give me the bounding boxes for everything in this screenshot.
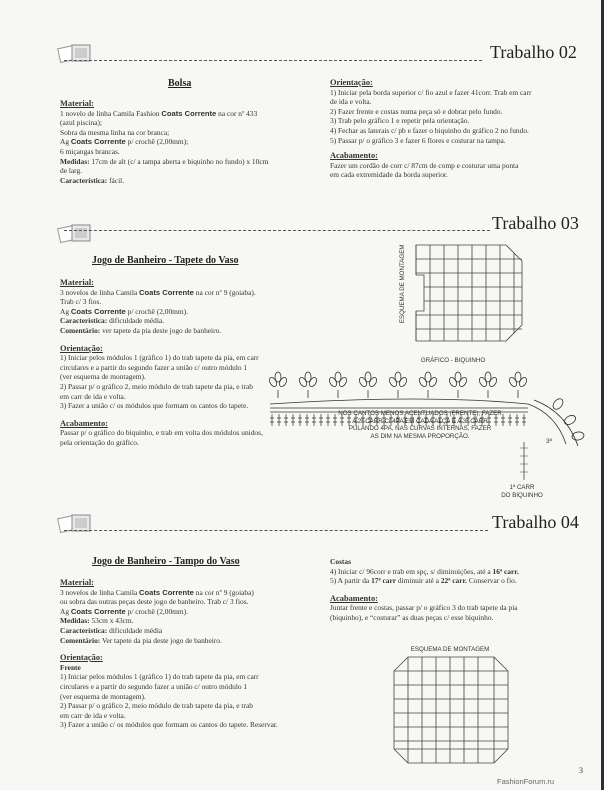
biquinho-pointer bbox=[508, 440, 538, 484]
carr-1-label: 1ª CARR DO BIQUINHO bbox=[501, 484, 543, 499]
biquinho-flower-icon bbox=[358, 372, 378, 398]
tampo-frente-label: Frente bbox=[60, 662, 81, 672]
section-divider bbox=[64, 230, 490, 231]
bolsa-left-text: Material: 1 novelo de linha Camila Fashion Coats Corrente na cor nº 433 (azul piscina); Sobra da mesma linha na cor branca; Ag Coats Corrente p/ crochê (2,00mm); 6 miçangas brancas. Medidas: 17cm de alt (c/ a tampa aberta e biquinho no fundo) x 10cm de larg. Característica: fácil. bbox=[60, 98, 325, 185]
footer-watermark: FashionForum.ru bbox=[497, 777, 555, 786]
tampo-acabamento-label: Acabamento: bbox=[330, 593, 378, 603]
section-title: Trabalho 03 bbox=[492, 213, 579, 233]
tampo-heading: Jogo de Banheiro - Tampo do Vaso bbox=[92, 556, 240, 567]
biquinho-flower-icon bbox=[268, 372, 288, 398]
tapete-nota: NOS CANTOS MENOS ACENTUADOS (FRENTE), FAZER A 2ª CARR C/ 4PA EM CADA ALÇA E A 3ª CARR PULANDO 4PA, NAS CURVAS INTERNAS, FAZER AS DIM NA MESMA PROPORÇÃO. bbox=[338, 410, 502, 440]
stitch-mark bbox=[305, 414, 309, 426]
section-title: Trabalho 02 bbox=[490, 42, 577, 62]
section-logo-icon bbox=[57, 512, 95, 538]
bolsa-heading: Bolsa bbox=[168, 78, 192, 89]
biquinho-flower-icon bbox=[508, 372, 528, 398]
stitch-mark bbox=[298, 414, 302, 426]
tampo-right-text: Costas 4) Iniciar c/ 96corr e trab em spç, s/ diminuições, até a 16ª carr. 5) A partir da 17ª carr diminuir até a 22ª carr. Conservar o fio. Acabamento: Juntar frente e costas, passar p/ o gráfico 3 do trab tapete da pia (biquinho), e “costurar” as duas peças c/ esse biquinho. bbox=[330, 557, 592, 623]
tampo-costas-label: Costas bbox=[330, 557, 351, 566]
tapete-material-label: Material: bbox=[60, 278, 94, 287]
section-divider bbox=[64, 60, 482, 61]
biquinho-flower-icon bbox=[478, 372, 498, 398]
tampo-orientacao-label: Orientação: bbox=[60, 653, 103, 663]
tapete-assembly-diagram bbox=[410, 243, 526, 343]
biquinho-flower-icon bbox=[418, 372, 438, 398]
tapete-text: Material: 3 novelos de linha Camila Coats Corrente na cor nº 9 (goiaba). Trab c/ 3 fios. Ag Coats Corrente p/ crochê (2,00mm). Característica: dificuldade média. Comentário: ver tapete da pia deste jogo de banheiro. Orientação: 1) Iniciar pelos módulos 1 (gráfico 1) do trab tapete da pia, em carr circulares e a partir do segundo fazer a união c/ outro módulo 1 (ver esquema de montagem). 2) Passar p/ o gráfico 2, meio módulo de trab tapete da pia, e trab em carr de ida e volta. 3) Fazer a união c/ os módulos que formam os cantos do tapete. Acabamento: Passar p/ o gráfico do biquinho, e trab em volta dos módulos unidos, pela orientação do gráfico. bbox=[60, 277, 335, 448]
section-title: Trabalho 04 bbox=[492, 512, 579, 532]
grafico-biquinho-label: GRÁFICO - BIQUINHO bbox=[420, 357, 486, 364]
stitch-mark bbox=[312, 414, 316, 426]
stitch-mark bbox=[284, 414, 288, 426]
bolsa-material-label: Material: bbox=[60, 99, 94, 108]
page-number: 3 bbox=[579, 766, 583, 775]
stitch-mark bbox=[522, 414, 526, 426]
bolsa-acabamento-label: Acabamento: bbox=[330, 151, 378, 161]
biquinho-flower-icon bbox=[388, 372, 408, 398]
tampo-assembly-diagram bbox=[392, 655, 510, 765]
bolsa-orientacao-label: Orientação: bbox=[330, 78, 373, 87]
tampo-left-text: Material: 3 novelos de linha Camila Coats Corrente na cor nº 9 (goiaba) ou sobra das outras peças deste jogo de banheiro. Trab c/ 3 fios. Ag Coats Corrente p/ crochê (2,00mm). Medidas: 53cm x 43cm. Característica: dificuldade média Comentário: Ver tapete da pia deste jogo de banheiro. Orientação: Frente 1) Iniciar pelos módulos 1 (gráfico 1) do trab tapete da pia, em carr circulares e a partir do segundo fazer a união c/ outro módulo 1 (ver esquema de montagem). 2) Passar p/ o gráfico 2, meio módulo de trab tapete da pia, e trab em carr de ida e volta. 3) Fazer a união c/ os módulos que formam os cantos do tapete. Reservar. bbox=[60, 577, 330, 730]
stitch-mark bbox=[277, 414, 281, 426]
section-logo-icon bbox=[57, 222, 95, 248]
tampo-material-label: Material: bbox=[60, 578, 94, 587]
tapete-diagram-label: ESQUEMA DE MONTAGEM bbox=[399, 244, 407, 324]
stitch-mark bbox=[291, 414, 295, 426]
biquinho-flower-icon bbox=[448, 372, 468, 398]
tapete-orientacao-label: Orientação: bbox=[60, 343, 103, 353]
tapete-heading: Jogo de Banheiro - Tapete do Vaso bbox=[92, 255, 239, 266]
tapete-acabamento-label: Acabamento: bbox=[60, 418, 108, 428]
biquinho-flower-icon bbox=[298, 372, 318, 398]
section-logo-icon bbox=[57, 42, 95, 68]
bolsa-right-text: Orientação: 1) Iniciar pela borda superior c/ fio azul e fazer 41corr. Trab em carr de ida e volta. 2) Fazer frente e costas numa peça só e dobrar pelo fundo. 3) Trab pelo gráfico 1 e repetir pela orientação. 4) Fechar as laterais c/ pb e fazer o biquinho do gráfico 2 no fundo. 5) Passar p/ o gráfico 3 e fazer 6 flores e costurar na tampa. Acabamento: Fazer um cordão de corr c/ 87cm de comp e costurar uma ponta em cada extremidade da borda superior. bbox=[330, 77, 592, 180]
stitch-mark bbox=[270, 414, 274, 426]
tampo-diagram-label: ESQUEMA DE MONTAGEM bbox=[410, 646, 490, 653]
carr-3-label: 3ª bbox=[546, 438, 552, 445]
biquinho-flower-icon bbox=[328, 372, 348, 398]
section-divider bbox=[64, 530, 488, 531]
